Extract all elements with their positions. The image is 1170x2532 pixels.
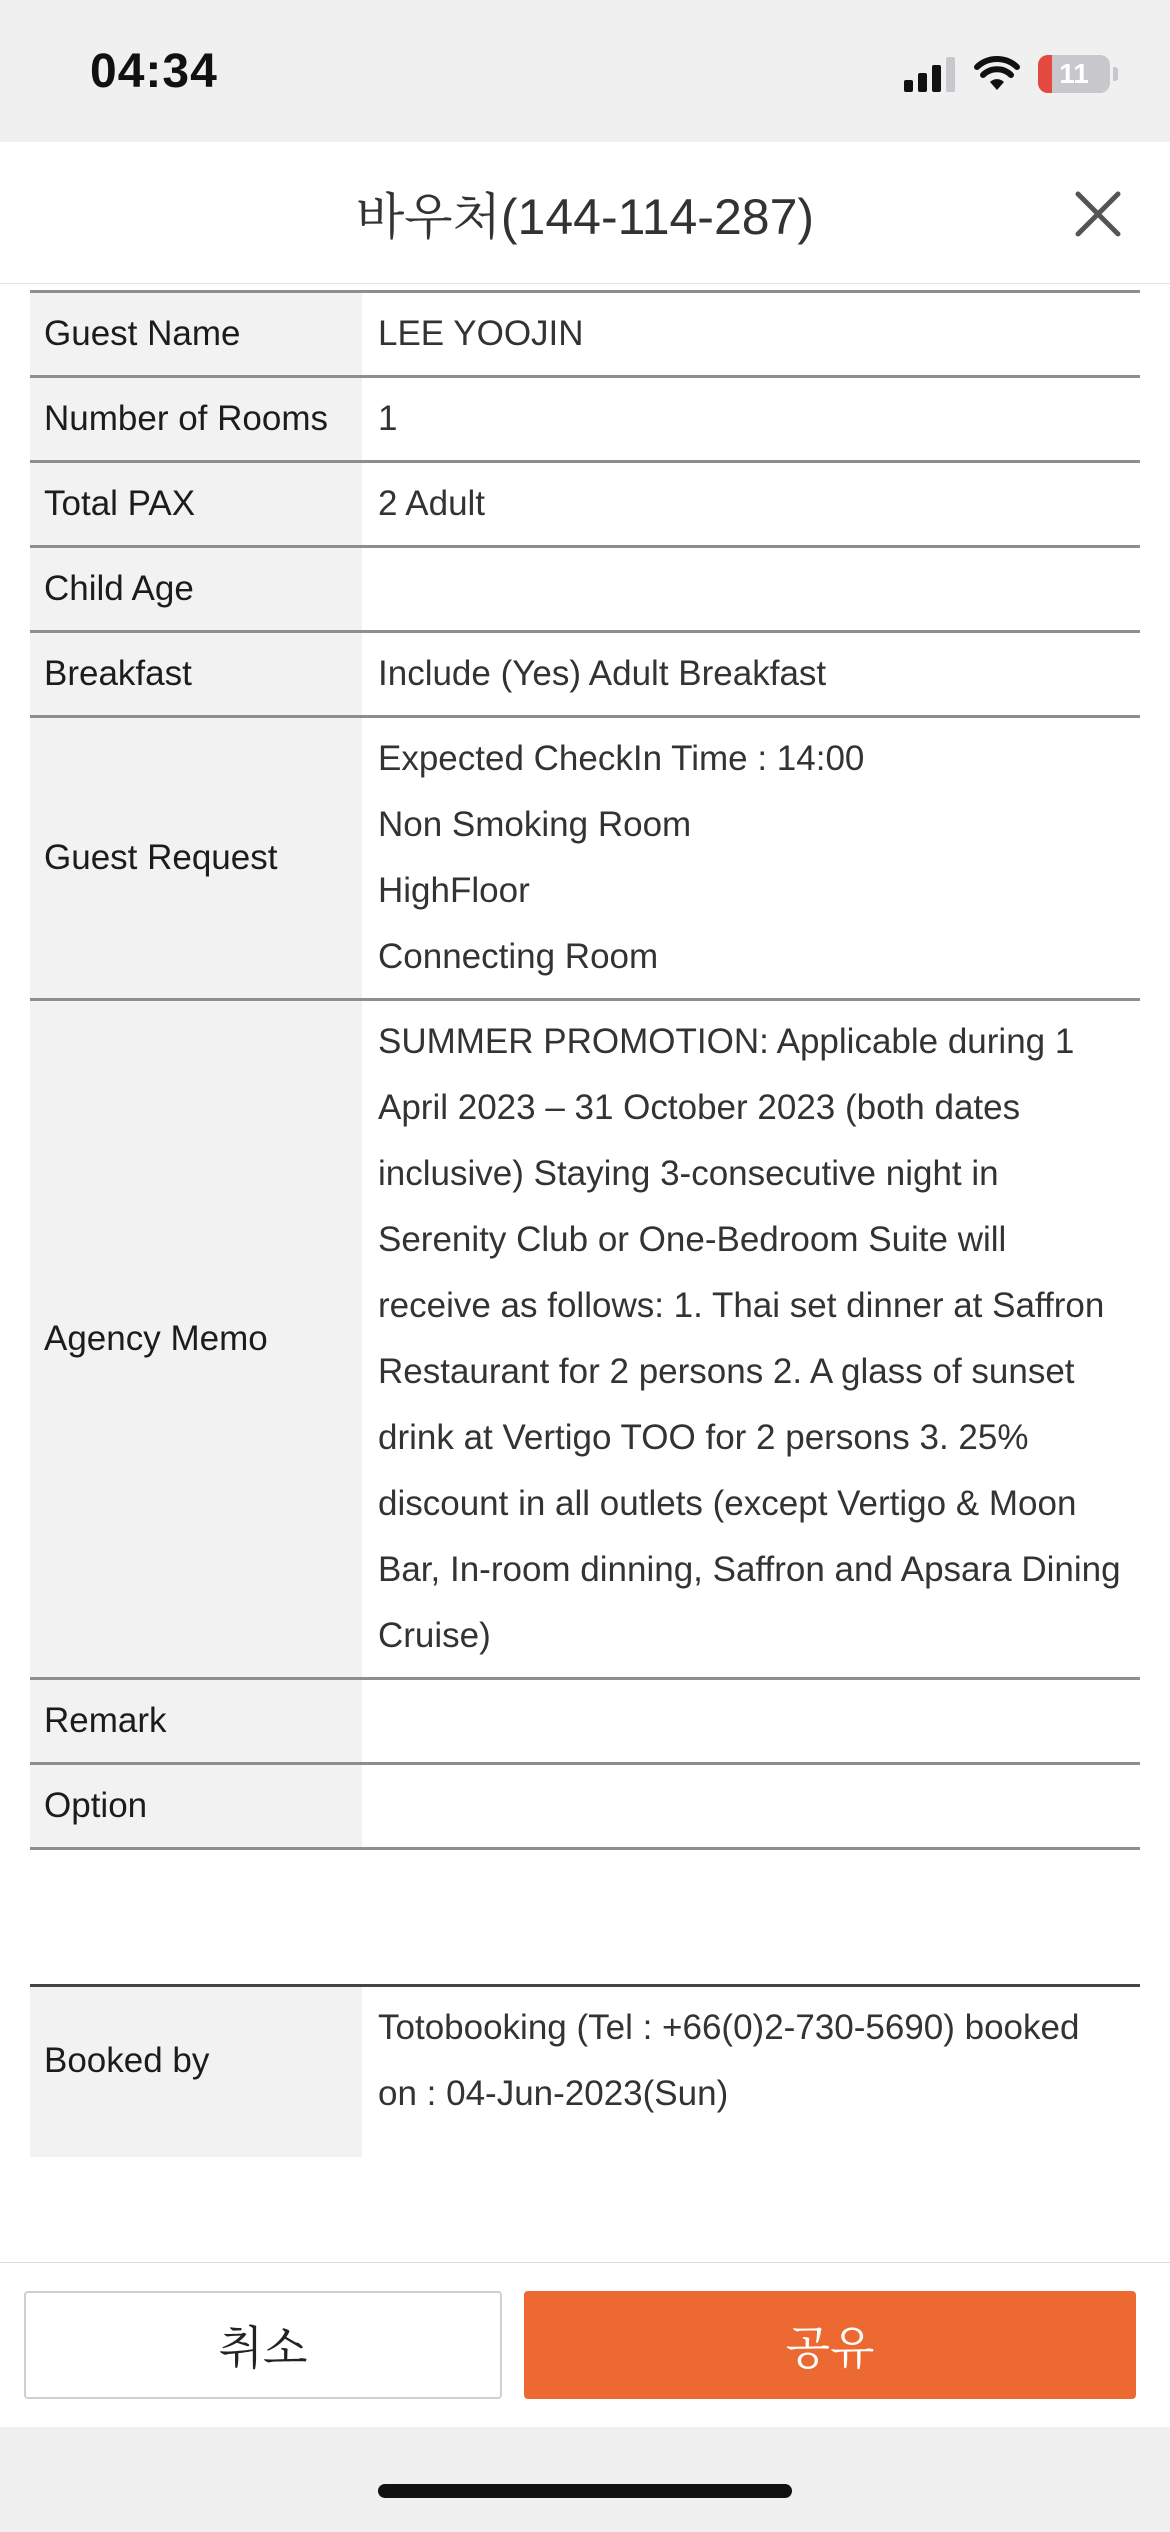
value-line <box>378 1773 1126 1839</box>
row-label: Option <box>30 1764 362 1849</box>
wifi-icon <box>974 56 1020 92</box>
row-value <box>362 1764 1140 1849</box>
value-line: 1 <box>378 399 398 438</box>
row-label: Child Age <box>30 547 362 632</box>
battery-icon <box>1038 55 1118 93</box>
cancel-button[interactable]: 취소 <box>24 2291 502 2399</box>
booked-by-value: Totobooking (Tel : +66(0)2-730-5690) booked on : 04-Jun-2023(Sun) <box>362 1986 1140 2158</box>
table-row <box>30 377 1140 462</box>
row-value <box>362 547 1140 632</box>
row-label: Agency Memo <box>30 1000 362 1679</box>
status-bar <box>0 0 1170 142</box>
row-value <box>362 292 1140 377</box>
voucher-modal <box>0 142 1170 2262</box>
home-indicator[interactable] <box>378 2484 792 2498</box>
booked-by-table <box>30 1984 1140 2157</box>
value-line <box>378 556 1126 622</box>
value-line: HighFloor <box>378 871 530 910</box>
action-bar <box>0 2262 1170 2427</box>
table-row <box>30 462 1140 547</box>
row-value <box>362 462 1140 547</box>
table-row <box>30 292 1140 377</box>
battery-level: 11 <box>1059 58 1089 89</box>
voucher-details-table <box>30 290 1140 1850</box>
voucher-content <box>30 290 1140 2157</box>
row-label: Number of Rooms <box>30 377 362 462</box>
row-label: Remark <box>30 1679 362 1764</box>
row-value <box>362 1000 1140 1679</box>
table-row <box>30 547 1140 632</box>
share-button[interactable]: 공유 <box>524 2291 1136 2399</box>
table-row <box>30 1679 1140 1764</box>
modal-title: 바우처(144-114-287) <box>355 188 815 245</box>
status-icons <box>904 52 1118 96</box>
status-time: 04:34 <box>90 45 218 98</box>
value-line: Expected CheckIn Time : 14:00 <box>378 739 865 778</box>
table-row <box>30 1000 1140 1679</box>
row-label: Guest Request <box>30 717 362 1000</box>
table-row <box>30 1986 1140 2158</box>
row-label: Guest Name <box>30 292 362 377</box>
value-line: Connecting Room <box>378 937 659 976</box>
value-line: LEE YOOJIN <box>378 314 584 353</box>
value-line: SUMMER PROMOTION: Applicable during 1 April 2023 – 31 October 2023 (both dates inclusive) Staying 3-consecutive night in Serenity Club or One-Bedroom Suite will receive as follows: 1. Thai set dinner at Saffron Restaurant for 2 persons 2. A glass of sunset drink at Vertigo TOO for 2 persons 3. 25% discount in all outlets (except Vertigo & Moon Bar, In-room dinning, Saffron and Apsara Dining Cruise) <box>378 1022 1121 1655</box>
table-row <box>30 1764 1140 1849</box>
row-label: Breakfast <box>30 632 362 717</box>
row-value <box>362 632 1140 717</box>
value-line: Non Smoking Room <box>378 805 692 844</box>
value-line <box>378 1688 1126 1754</box>
value-line: 2 Adult <box>378 484 486 523</box>
row-value <box>362 717 1140 1000</box>
close-icon[interactable] <box>1070 186 1126 242</box>
booked-by-label: Booked by <box>30 1986 362 2158</box>
modal-header <box>0 142 1170 284</box>
row-label: Total PAX <box>30 462 362 547</box>
row-value <box>362 377 1140 462</box>
table-row <box>30 717 1140 1000</box>
table-row <box>30 632 1140 717</box>
value-line: Include (Yes) Adult Breakfast <box>378 654 827 693</box>
signal-icon <box>904 56 956 92</box>
row-value <box>362 1679 1140 1764</box>
